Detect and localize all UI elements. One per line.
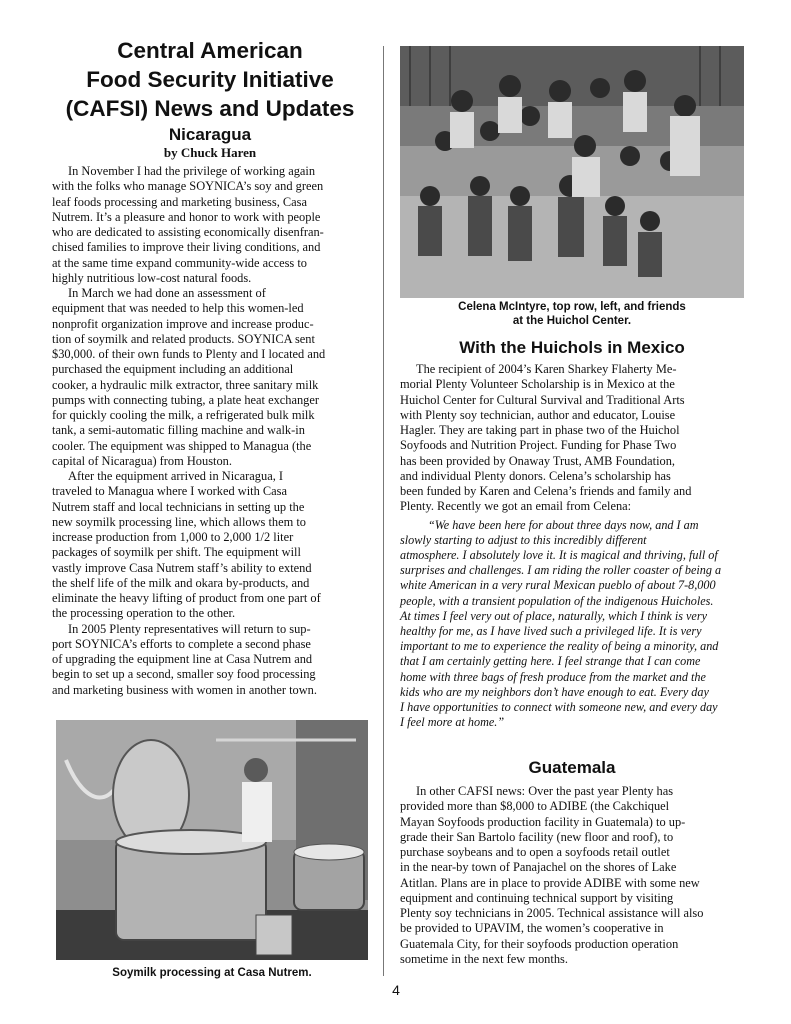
article-paragraph: The recipient of 2004’s Karen Sharkey Flaherty Me- morial Plenty Volunteer Scholarship is in Mexico at the Huichol Center for Cultural Survival and Traditional Arts with Plenty soy technician, author and educator, Louise Hagler. They are taking part in phase two of the Huichol Soyfoods and Nutrition Project. Funding for Phase Two has been provided by Onaway Trust, AMB Foundation, and individual Plenty donors. Celena’s scholarship has been funded by Karen and Celena’s friends and family and Plenty. Recently we got an email from Celena: <box>400 362 692 514</box>
headline-line: Central American <box>117 38 303 63</box>
article-paragraph: In November I had the privilege of working again with the folks who manage SOYNICA’s soy and green leaf foods processing and marketing business, Casa Nutrem. It’s a pleasure and honor to work with people who are dedicated to assisting economically disenfran- chised families to improve their living conditions, and at the same time expand community-wide access to highly nutritious low-cost natural foods. <box>52 164 324 285</box>
section-heading-huichols: With the Huichols in Mexico <box>459 338 685 357</box>
photo-caption-soymilk: Soymilk processing at Casa Nutrem. <box>112 967 312 979</box>
guatemala-article <box>400 784 744 967</box>
article-paragraph: In 2005 Plenty representatives will return to sup- port SOYNICA’s efforts to complete a second phase of upgrading the equipment line at Casa Nutrem and begin to set up a second, smaller soy food processing and marketing business with women in another town. <box>52 621 317 697</box>
headline-line: (CAFSI) News and Updates <box>65 96 355 121</box>
huichol-article <box>400 362 744 730</box>
left-column <box>52 36 368 698</box>
article-paragraph: In March we had done an assessment of equipment that was needed to help this women-led nonprofit organization improve and increase produc- tion of soymilk and related products. SOYNICA sent $30,000. of their own funds to Plenty and I located and purchased the equipment including an additional cooker, a hydraulic milk extractor, three sanitary milk pumps with connecting tubing, a plate heat exchanger for quickly cooling the milk, a refrigerated bulk milk tank, a semi-automatic filling machine and walk-in cooler. The equipment was shipped to Managua (the capital of Nicaragua) from Houston. <box>52 286 326 468</box>
headline-line: Food Security Initiative <box>86 67 334 92</box>
huichol-group-photo <box>400 46 744 298</box>
article-paragraph: After the equipment arrived in Nicaragua, I traveled to Managua where I worked with Casa Nutrem staff and local technicians in setting up the new soymilk processing line, which allows them to increase production from 1,000 to 2,000 1/2 liter packages of soymilk per shift. The equipment will vastly improve Casa Nutrem staff’s ability to extend the shelf life of the milk and okara by-products, and eliminate the heavy lifting of product from one part of the processing operation to the other. <box>52 469 321 621</box>
headline <box>52 36 368 123</box>
photo-caption-huichol <box>400 300 744 328</box>
byline: by Chuck Haren <box>163 145 257 160</box>
soymilk-processing-photo <box>56 720 368 960</box>
caption-line: Celena McIntyre, top row, left, and friends <box>458 301 686 313</box>
soymilk-photo-illustration <box>56 720 368 960</box>
page-number: 4 <box>392 982 400 998</box>
group-photo-illustration <box>400 46 744 298</box>
article-paragraph: In other CAFSI news: Over the past year Plenty has provided more than $8,000 to ADIBE (the Cakchiquel Mayan Soyfoods production facility in Guatemala) to up- grade their San Bartolo facility (new floor and roof), to purchase soybeans and to open a soyfoods retail outlet in the near-by town of Panajachel on the shores of Lake Atitlan. Plans are in place to provide ADIBE with some new equipment and continuing technical support by visiting Plenty soy technicians in 2005. Technical assistance will also be provided to UPAVIM, the women’s cooperative in Guatemala City, for their soyfoods production operation sometime in the next few months. <box>400 784 704 966</box>
section-heading-guatemala: Guatemala <box>528 758 616 777</box>
email-quote: “We have been here for about three days now, and I am slowly starting to adjust to this incredibly different atmosphere. I absolutely love it. It is magical and thriving, full of surprises and challenges. I am riding the roller coaster of being a white American in a very rural Mexican pueblo of about 7-8,000 people, with a transient population of the indigenous Huicholes. At times I feel very out of place, naturally, which I think is very healthy for me, as I have lived such a privileged life. It is very important to me to experience the reality of being a minority, and that I am certainly getting here. I feel strange that I can come home with three bags of fresh produce from the market and the kids who are my neighbors don’t have enough to eat. Every day I have opportunities to connect with someone new, and every day I feel more at home.” <box>400 517 722 730</box>
caption-line: at the Huichol Center. <box>512 315 632 327</box>
column-divider <box>383 46 384 976</box>
section-heading-nicaragua: Nicaragua <box>168 125 252 144</box>
